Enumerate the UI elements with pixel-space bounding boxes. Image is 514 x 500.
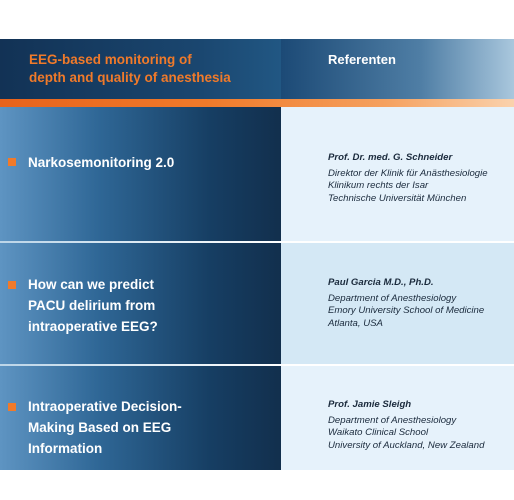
- session-title-line-2: depth and quality of anesthesia: [29, 70, 231, 85]
- speaker-info: [328, 152, 514, 205]
- talk-row-2: [0, 243, 514, 364]
- speaker-cell: [281, 107, 514, 241]
- topic-line: Intraoperative Decision-: [28, 399, 182, 414]
- speaker-name: Prof. Dr. med. G. Schneider: [328, 152, 453, 163]
- speaker-cell: [281, 243, 514, 364]
- topic-cell: [0, 243, 281, 364]
- bullet-square-icon: [8, 403, 16, 411]
- affiliation-line: Klinikum rechts der Isar: [328, 180, 429, 191]
- topic-line: Information: [28, 441, 103, 456]
- bullet-square-icon: [8, 281, 16, 289]
- talk-topic: [28, 152, 268, 173]
- referenten-heading: Referenten: [328, 52, 396, 67]
- topic-line: Narkosemonitoring 2.0: [28, 155, 175, 170]
- speaker-cell: [281, 366, 514, 470]
- speaker-info: [328, 277, 514, 330]
- talk-row-3: [0, 366, 514, 470]
- session-title-line-1: EEG-based monitoring of: [29, 52, 192, 67]
- session-title: [29, 51, 269, 87]
- orange-divider-bar: [0, 99, 514, 107]
- header-referenten-cell: [281, 39, 514, 99]
- header-title-cell: [0, 39, 281, 99]
- affiliation-line: Emory University School of Medicine: [328, 305, 485, 316]
- topic-line: How can we predict: [28, 277, 155, 292]
- slide: [0, 39, 514, 470]
- topic-cell: [0, 366, 281, 470]
- talk-rows: [0, 107, 514, 470]
- talk-topic: [28, 396, 268, 459]
- speaker-name: Prof. Jamie Sleigh: [328, 399, 412, 410]
- talk-row-1: [0, 107, 514, 241]
- topic-line: PACU delirium from: [28, 298, 156, 313]
- speaker-name: Paul Garcia M.D., Ph.D.: [328, 277, 434, 288]
- affiliation-line: Technische Universität München: [328, 192, 467, 204]
- topic-line: intraoperative EEG?: [28, 319, 158, 334]
- topic-line: Making Based on EEG: [28, 420, 172, 435]
- talk-topic: [28, 274, 268, 337]
- affiliation-line: Direktor der Klinik für Anästhesiologie: [328, 167, 488, 179]
- table-header: [0, 39, 514, 99]
- affiliation-line: Waikato Clinical School: [328, 427, 429, 438]
- speaker-info: [328, 399, 514, 452]
- affiliation-line: University of Auckland, New Zealand: [328, 439, 485, 451]
- bullet-square-icon: [8, 158, 16, 166]
- affiliation-line: Atlanta, USA: [328, 317, 383, 329]
- affiliation-line: Department of Anesthesiology: [328, 292, 457, 304]
- topic-cell: [0, 107, 281, 241]
- affiliation-line: Department of Anesthesiology: [328, 414, 457, 426]
